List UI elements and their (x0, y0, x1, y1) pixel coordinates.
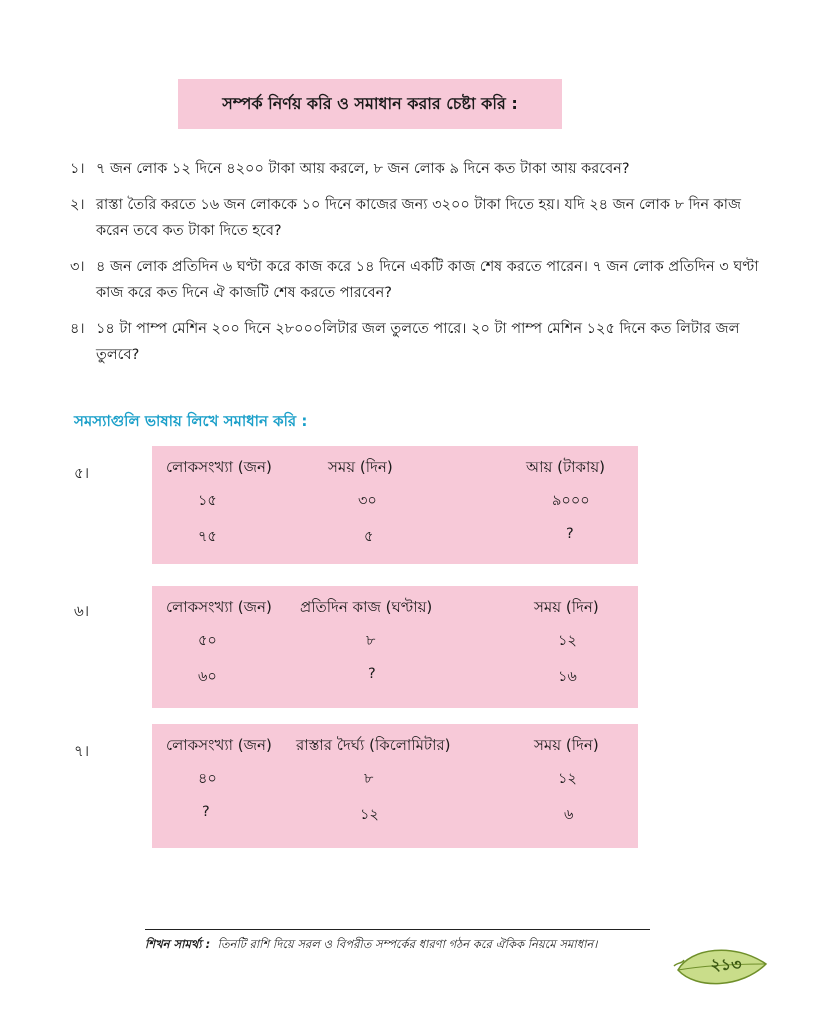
problem-number: ২। (70, 197, 85, 213)
table-cell: ? (368, 666, 376, 682)
table-row (152, 658, 638, 694)
footer-label: শিখন সামর্থ্য : (145, 937, 211, 951)
table-header-row (152, 724, 638, 760)
footer-text: তিনটি রাশি দিয়ে সরল ও বিপরীত সম্পর্কের ধারণা গঠন করে ঐকিক নিয়মে সমাধান। (217, 937, 598, 951)
subheading: সমস্যাগুলি ভাষায় লিখে সমাধান করি : (74, 412, 308, 430)
table-cell: ৮ (366, 633, 376, 649)
table-cell: ? (202, 804, 210, 820)
table-cell: ৬০ (198, 669, 217, 685)
problem-item (70, 254, 770, 306)
table-header-row (152, 586, 638, 622)
data-table (152, 446, 638, 564)
problem-text: রাস্তা তৈরি করতে ১৬ জন লোককে ১০ দিনে কাজের জন্য ৩২০০ টাকা দিতে হয়। যদি ২৪ জন লোক ৮ দিন কাজ করেন তবে কত টাকা দিতে হবে? (96, 197, 741, 239)
data-table (152, 586, 638, 708)
table-cell: ৩০ (358, 493, 377, 509)
table-cell: ? (566, 526, 574, 542)
problem-text: ১৪ টা পাম্প মেশিন ২০০ দিনে ২৮০০০লিটার জল তুলতে পারে। ২০ টা পাম্প মেশিন ১২৫ দিনে কত লিটার জল তুলবে? (96, 321, 740, 363)
table-header-cell: রাস্তার দৈর্ঘ্য (কিলোমিটার) (296, 736, 451, 754)
table-header-cell: লোকসংখ্যা (জন) (166, 598, 272, 616)
table-header-cell: সময় (দিন) (534, 598, 599, 616)
problem-item (70, 156, 770, 182)
page-number: ২১৩ (710, 955, 742, 974)
table-cell: ১৬ (558, 669, 577, 685)
table-row (152, 796, 638, 832)
table-cell: ১২ (360, 807, 379, 823)
table-header-cell: আয় (টাকায়) (526, 458, 606, 476)
table-header-cell: সময় (দিন) (328, 458, 393, 476)
table-header-cell: লোকসংখ্যা (জন) (166, 458, 272, 476)
problem-item (70, 192, 770, 244)
section-heading: সম্পর্ক নির্ণয় করি ও সমাধান করার চেষ্টা করি : (178, 79, 562, 129)
footer-note (145, 936, 597, 955)
problem-list (70, 156, 770, 378)
table-number: ৫। (74, 464, 90, 482)
table-header-row (152, 446, 638, 482)
table-cell: ১৫ (198, 493, 217, 509)
table-number: ৬। (74, 602, 90, 620)
table-cell: ৯০০০ (552, 493, 590, 509)
table-cell: ৬ (564, 807, 574, 823)
problem-number: ৩। (70, 259, 85, 275)
table-cell: ৪০ (198, 771, 217, 787)
table-row (152, 760, 638, 796)
table-cell: ৭৫ (198, 529, 217, 545)
table-cell: ১২ (558, 771, 577, 787)
table-cell: ৫ (364, 529, 374, 545)
problem-text: ৭ জন লোক ১২ দিনে ৪২০০ টাকা আয় করলে, ৮ জন লোক ৯ দিনে কত টাকা আয় করবেন? (96, 161, 630, 177)
problem-text: ৪ জন লোক প্রতিদিন ৬ ঘণ্টা করে কাজ করে ১৪ দিনে একটি কাজ শেষ করতে পারেন। ৭ জন লোক প্রতিদিন ৩ ঘণ্টা কাজ করে কত দিনে ঐ কাজটি শেষ করতে পারবেন? (96, 259, 759, 301)
problem-number: ১। (70, 161, 85, 177)
table-row (152, 518, 638, 554)
table-row (152, 622, 638, 658)
table-cell: ৫০ (198, 633, 217, 649)
table-cell: ৮ (364, 771, 374, 787)
table-header-cell: সময় (দিন) (534, 736, 599, 754)
table-header-cell: প্রতিদিন কাজ (ঘণ্টায়) (300, 598, 433, 616)
table-row (152, 482, 638, 518)
problem-number: ৪। (70, 321, 85, 337)
problem-item (70, 316, 770, 368)
data-table (152, 724, 638, 848)
footer-divider (145, 929, 650, 930)
table-number: ৭। (74, 742, 90, 760)
table-header-cell: লোকসংখ্যা (জন) (166, 736, 272, 754)
table-cell: ১২ (558, 633, 577, 649)
